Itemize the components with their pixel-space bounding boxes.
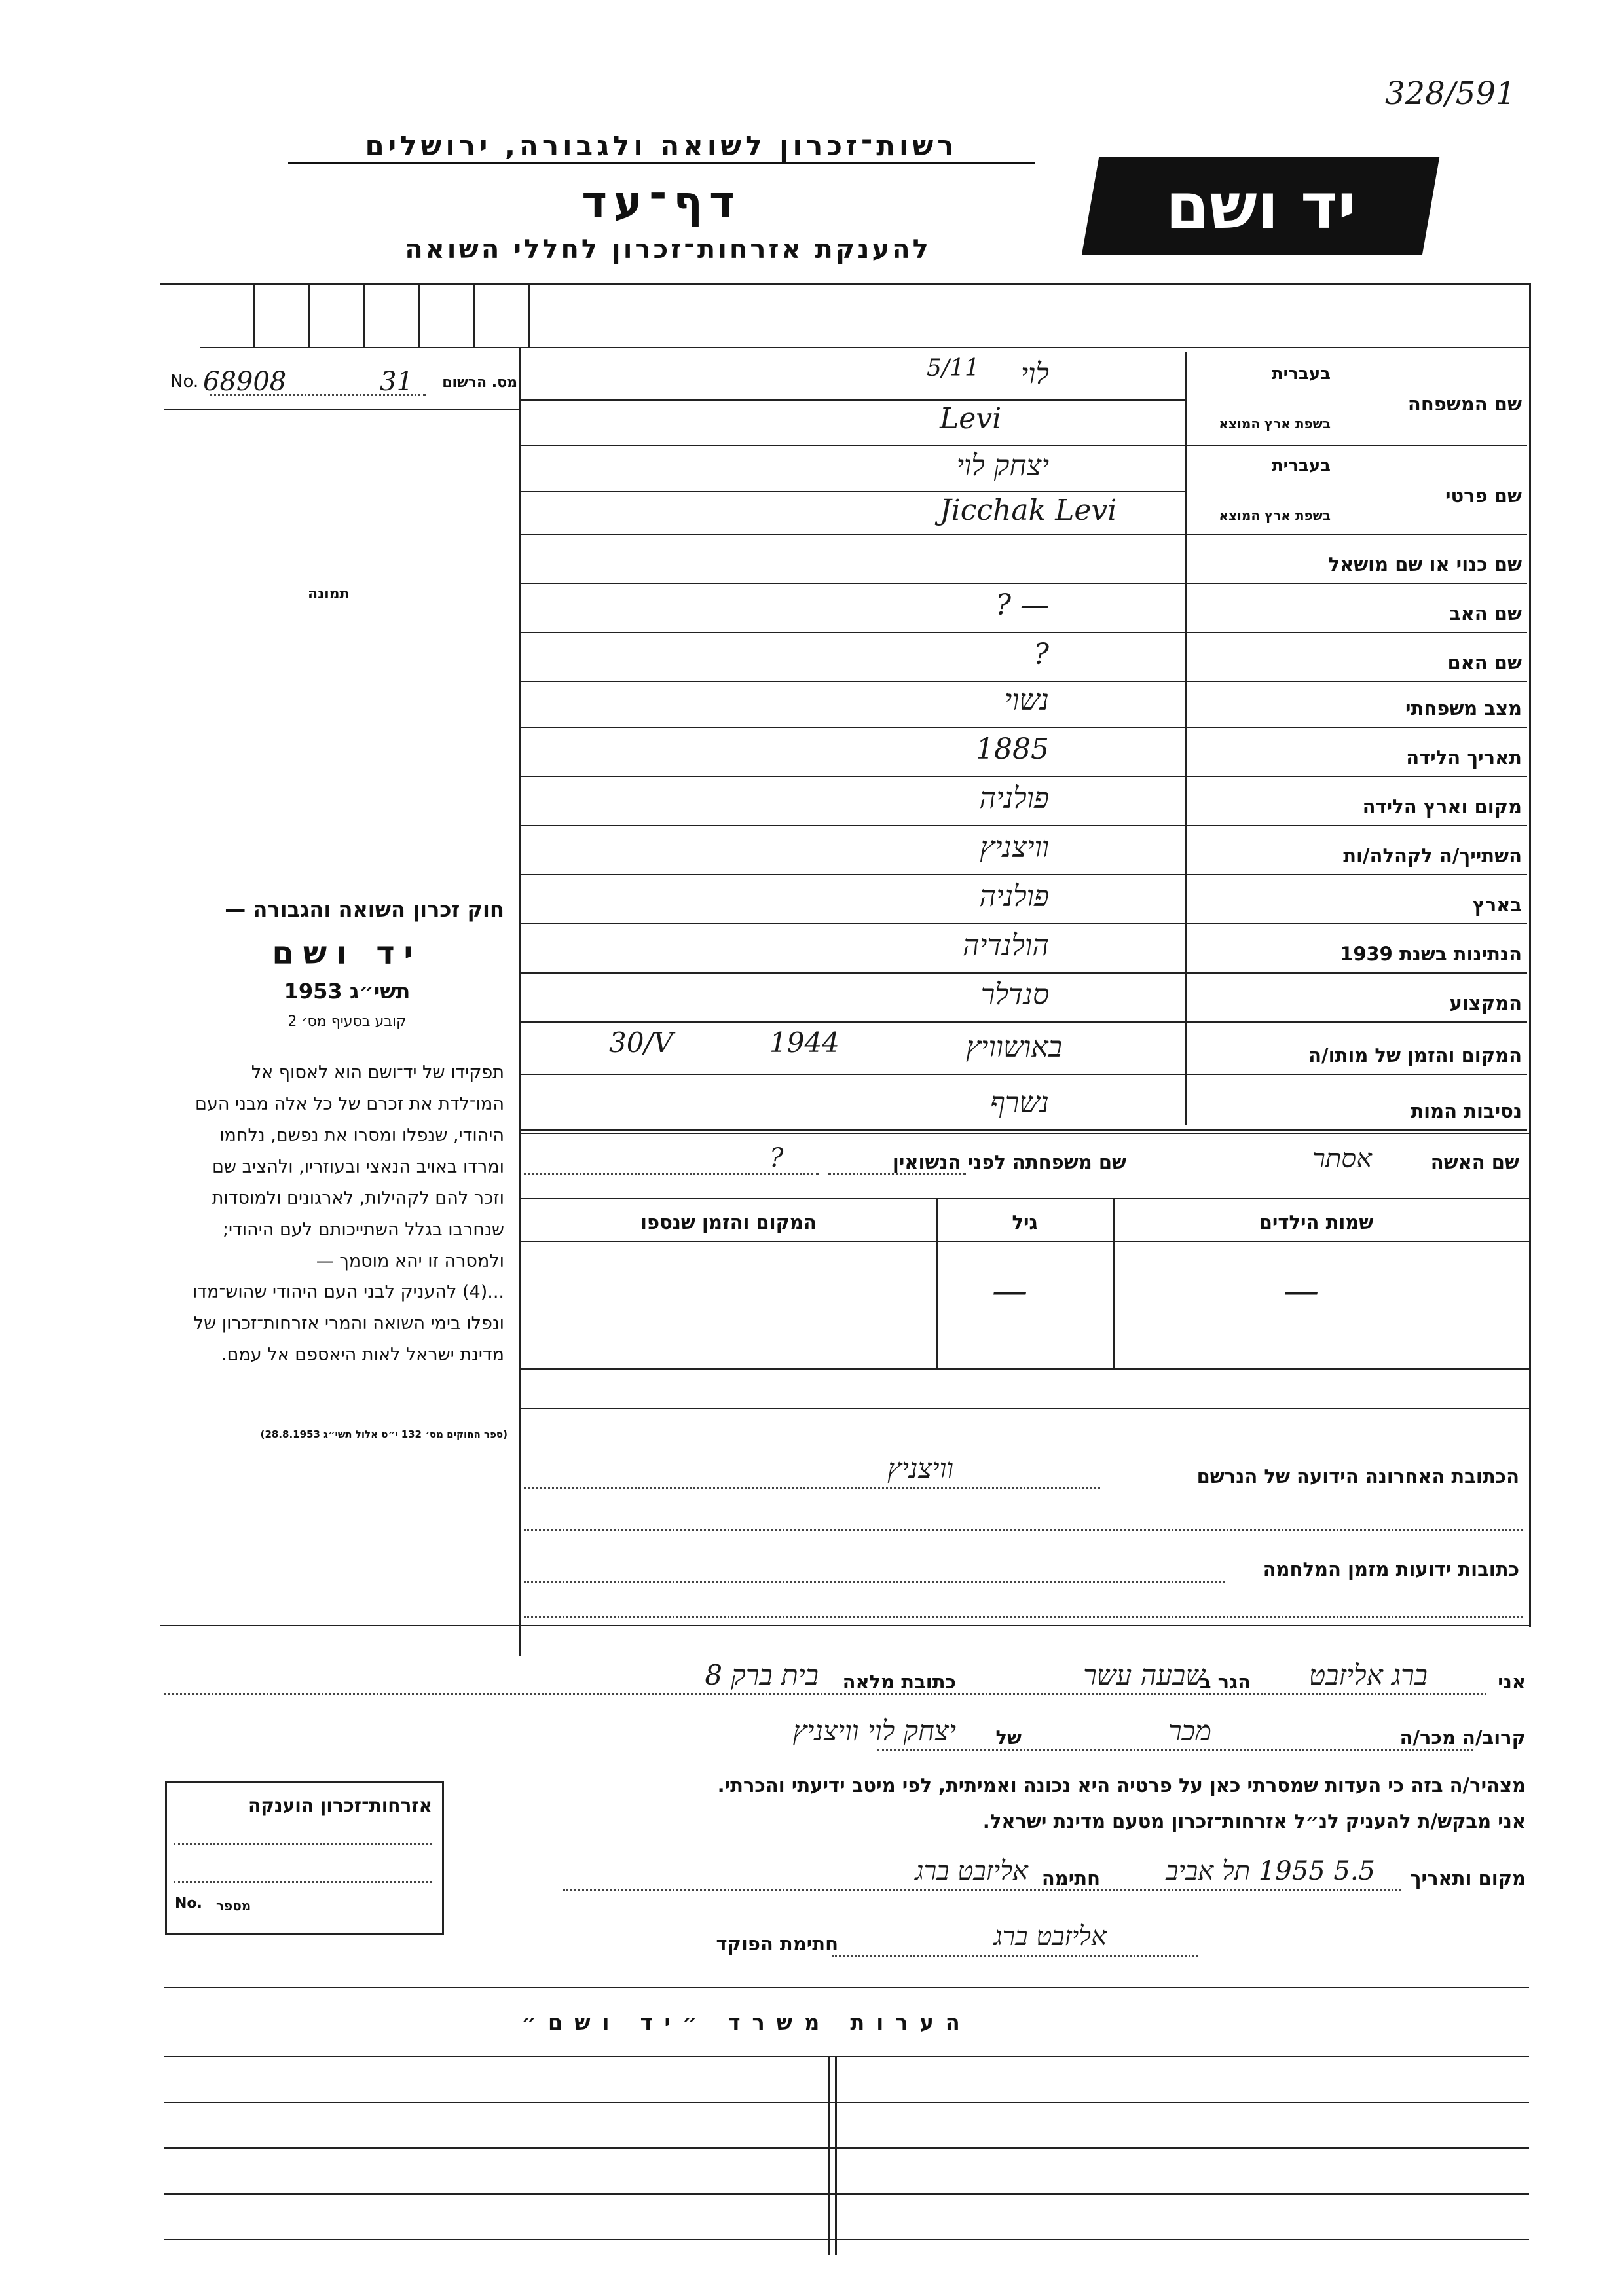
stamp-box-number-label: מספר [216,1898,251,1914]
place-date-value: 5.5 1955 תל אביב [1166,1856,1375,1886]
field-label: נסיבות המות [1411,1100,1522,1122]
law-year: תשי״ג 1953 [284,979,411,1004]
field-row [521,874,1527,924]
field-label: המקום והזמן של מותו/ה [1308,1044,1522,1066]
wife-value: אסתר [1312,1144,1372,1174]
field-value: 1885 [976,733,1049,766]
registration-extra: 31 [380,367,413,397]
declaration-statement: מצהיר/ה בזה כי העדות שמסרתי כאן על פרטיה היא נכונה ואמיתית, לפי מיטב ידיעתי והכרתי. [717,1774,1526,1796]
resident-value: שבעה עשר [1083,1659,1205,1691]
field-value: באושוויץ [966,1030,1062,1064]
law-citation: (ספר החוקים מס׳ 132 י״ט אלול תשי״ג 28.8.1953) [260,1429,507,1440]
last-address-row [521,1447,1526,1493]
children-names-dash: — [1283,1270,1319,1311]
registration-label: מס. הרשום [442,374,517,391]
field-row [521,972,1527,1023]
field-value: ? [1033,638,1049,671]
children-names-header: שמות הילדים [1259,1211,1374,1233]
law-title: חוק זכרון השואה והגבורה — [225,897,504,922]
field-label: המקצוע [1449,992,1522,1014]
field-label: השתייך/ה לקהלה/ות [1343,845,1522,867]
of-label: של [995,1726,1022,1749]
relative-label: קרוב/ה מכר/ה [1399,1726,1526,1749]
wartime-address-label: כתובות ידועות מזמן המלחמה [1263,1558,1519,1580]
field-sub-local: בשפת ארץ המוצא [1219,416,1331,431]
full-address-label: כתובת מלאה [842,1671,956,1693]
full-address-value: בית ברק 8 [705,1659,819,1691]
wife-row [521,1139,1526,1182]
field-value: יצחק לוי [956,449,1049,483]
wartime-address-row [521,1545,1526,1584]
children-age-dash: — [992,1270,1027,1311]
wife-label: שם האשה [1430,1151,1519,1173]
field-row [521,681,1527,728]
field-label: הנתינות בשנת 1939 [1340,943,1522,965]
registration-value: 68908 [203,367,287,397]
registration-number [170,367,521,399]
field-label: שם פרטי [1445,484,1522,507]
field-row [521,632,1527,682]
maiden-name-label: שם משפחתה לפני הנשואין [892,1151,1126,1173]
field-row [521,445,1527,535]
field-label: מקום וארץ הלידה [1362,795,1522,818]
field-row [521,776,1527,826]
field-value-latin: Levi [940,402,1002,435]
registration-no-prefix: No. [170,372,199,392]
field-label: שם האב [1449,602,1522,625]
field-label: מצב משפחתי [1405,697,1522,720]
place-date-row [557,1853,1526,1892]
page-subtitle: להענקת אזרחות־זכרון לחללי השואה [405,234,931,264]
field-sub-local: בשפת ארץ המוצא [1219,507,1331,523]
field-value-latin: Jicchak Levi [940,494,1117,527]
official-signature-row [557,1918,1526,1958]
relative-row [164,1712,1526,1751]
stamp-box-title: אזרחות־זכרון הוענקה [248,1795,432,1816]
field-value-extra: 5/11 [927,355,980,382]
remarks-title: הערות משרד ״יד ושם״ [521,2010,972,2035]
field-value: נשרף [990,1086,1049,1120]
last-address-label: הכתובת האחרונה הידועה של הנרשם [1196,1465,1519,1487]
field-row [521,583,1527,633]
official-signature-value: אליזבט ברג [993,1922,1107,1952]
law-paragraph-1: תפקידו של יד־ושם הוא לאסוף אל המו־לדת את זכרם של כל אלה מבני העם היהודי, שנפלו ומסרו את נפשם, נלחמו ומרדו באויב הנאצי ובעוזריו, ולהציב שם וזכר להם לקהילות, לארגונים ולמוסדות שנחרבו בגלל השתייכותם לעם היהודי; ולמסרה זו יהא מוסמך — [195,1063,504,1271]
death-date: 30/V [609,1027,673,1059]
field-value: פולניה [979,880,1049,913]
i-label: אני [1498,1671,1526,1693]
field-value: נשוי [1004,683,1049,717]
field-row [521,1074,1527,1131]
field-value: פולניה [979,782,1049,815]
field-row [521,825,1527,875]
field-value: לוי [1020,357,1049,391]
field-sub-hebrew: בעברית [1271,364,1331,384]
resident-label: הגר ב [1199,1671,1251,1693]
law-name: יד ושם [272,935,422,972]
yad-vashem-logo [1082,157,1439,255]
field-label: שם כנוי או שם מושאל [1328,553,1522,575]
field-value: — ? [995,589,1049,622]
authority-heading: רשות־זכרון לשואה ולגבורה, ירושלים [288,130,1035,164]
signature-label: חתימה [1041,1867,1100,1889]
of-value: יצחק לוי וויצניץ [792,1715,956,1747]
field-label: שם האם [1447,651,1522,674]
field-label: שם המשפחה [1407,393,1522,415]
field-label: תאריך הלידה [1406,746,1522,769]
death-year: 1944 [769,1027,840,1059]
last-address-value: וויצניץ [887,1452,954,1484]
request-statement: אני מבקש/ת להעניק לנ״ל אזרחות־זכרון מטעם מדינת ישראל. [982,1810,1526,1832]
logo-text: יד ושם [1165,170,1356,243]
photo-label: תמונה [308,586,350,602]
field-row [521,354,1527,446]
field-sub-hebrew: בעברית [1271,456,1331,475]
signature-value: אליזבט ברג [915,1856,1028,1886]
official-signature-label: חתימת הפוקד [716,1933,838,1955]
relative-value: מכר [1168,1715,1211,1747]
law-section: קובע בסעיף מס׳ 2 [287,1013,407,1030]
place-date-label: מקום ותאריך [1410,1867,1526,1889]
registration-divider [164,409,521,410]
field-value: וויצניץ [980,831,1049,864]
field-row [521,534,1527,584]
children-age-header: גיל [1012,1211,1038,1233]
code-boxes [200,285,530,347]
law-paragraph-2: ...(4) להעניק לבני העם היהודי שהוש־מדו ונפלו בימי השואה והמרי אזרחות־זכרון של מדינת ישראל לאות היאספם אל עמם. [193,1282,504,1365]
field-value: סנדלר [980,978,1049,1011]
page-title: דף־עד [581,177,741,227]
field-row [521,923,1527,974]
archive-number: 328/591 [1385,75,1516,112]
maiden-name-value: ? [769,1143,784,1173]
declarant-name: ברג אליזבט [1308,1659,1428,1691]
top-row-bottom [200,347,1529,348]
field-row [521,1021,1527,1075]
citizenship-stamp-box [165,1781,444,1935]
field-value: הולנדיה [963,929,1049,962]
field-label: בארץ [1472,894,1522,916]
field-row [521,727,1527,777]
children-place-header: המקום והזמן שנספו [640,1211,817,1233]
stamp-box-no: No. [175,1895,202,1912]
declarant-row [164,1656,1526,1696]
